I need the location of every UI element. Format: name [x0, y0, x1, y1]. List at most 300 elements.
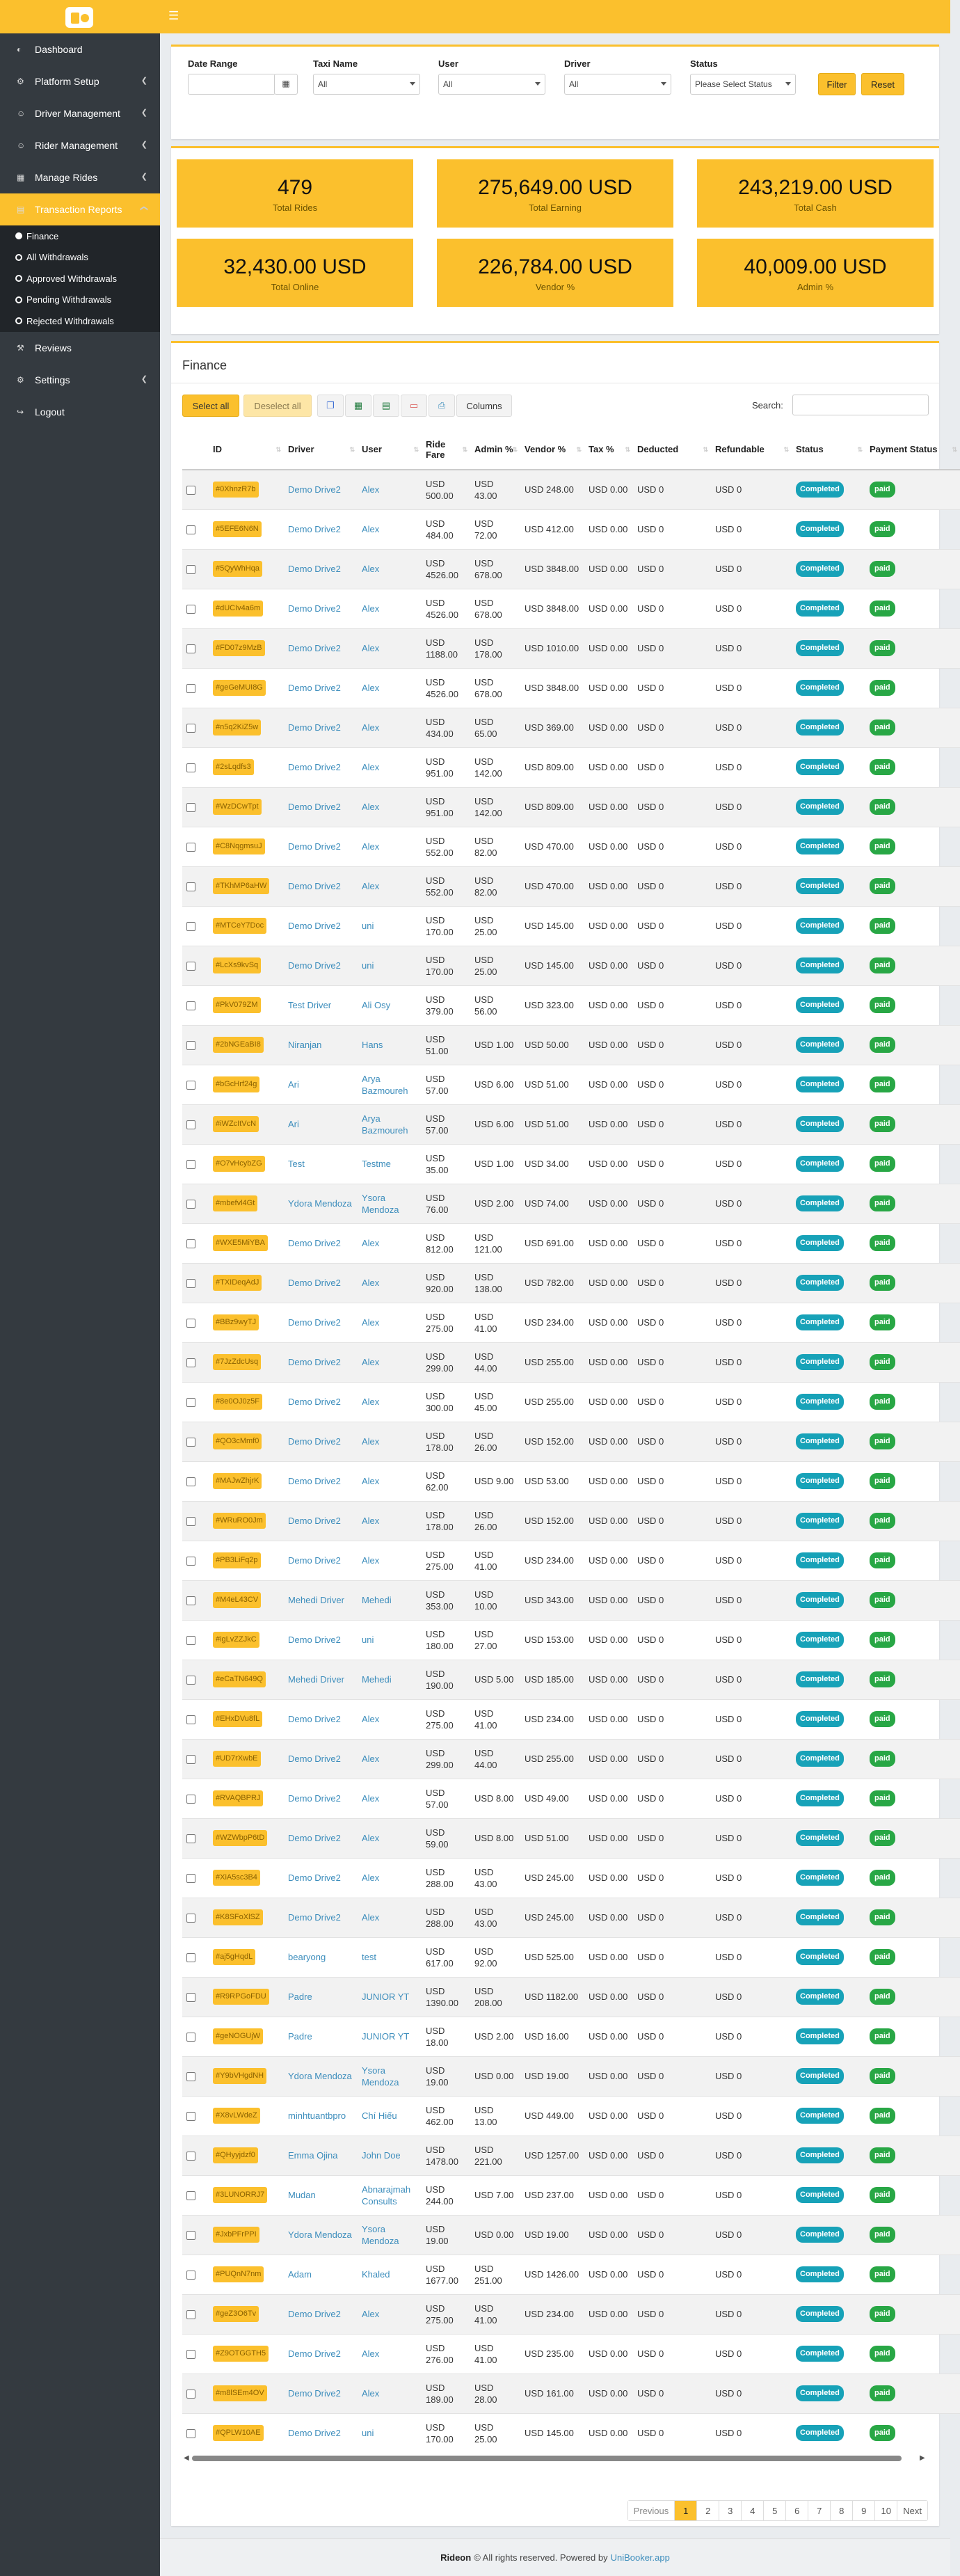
driver-link[interactable]: bearyong: [288, 1952, 326, 1962]
row-checkbox[interactable]: [186, 843, 195, 852]
row-checkbox[interactable]: [186, 2429, 195, 2438]
row-checkbox[interactable]: [186, 1517, 195, 1526]
table-row[interactable]: [182, 2215, 960, 2255]
driver-link[interactable]: Demo Drive2: [288, 1833, 341, 1843]
table-row[interactable]: [182, 946, 960, 985]
user-link[interactable]: Alex: [362, 683, 380, 693]
user-link[interactable]: Alex: [362, 1516, 380, 1526]
table-row[interactable]: [182, 1779, 960, 1818]
table-row[interactable]: [182, 549, 960, 589]
sidebar-subitem-all-withdrawals[interactable]: [0, 247, 160, 269]
sort-icon[interactable]: ⇅: [349, 446, 355, 453]
table-row[interactable]: [182, 1382, 960, 1422]
row-checkbox[interactable]: [186, 2191, 195, 2200]
table-row[interactable]: [182, 1937, 960, 1977]
user-link[interactable]: Alex: [362, 881, 380, 891]
table-row[interactable]: [182, 1263, 960, 1303]
user-link[interactable]: Mehedi: [362, 1595, 392, 1605]
user-link[interactable]: Alex: [362, 1357, 380, 1367]
user-link[interactable]: Alex: [362, 1714, 380, 1724]
ride-id-badge[interactable]: #X8vLWdeZ: [213, 2108, 260, 2124]
ride-id-badge[interactable]: #K8SFoXlSZ: [213, 1909, 263, 1925]
user-link[interactable]: Alex: [362, 1317, 380, 1328]
column-header-ride-fare[interactable]: [422, 429, 470, 470]
table-row[interactable]: [182, 1144, 960, 1184]
table-row[interactable]: [182, 708, 960, 747]
column-header-deducted[interactable]: [633, 429, 711, 470]
table-row[interactable]: [182, 2334, 960, 2374]
page-3-button[interactable]: 3: [719, 2501, 741, 2520]
sort-icon[interactable]: ⇅: [783, 446, 789, 453]
ride-id-badge[interactable]: #dUCIv4a6m: [213, 601, 263, 617]
calendar-icon[interactable]: ▦: [274, 74, 298, 95]
sidebar-item-reviews[interactable]: [0, 332, 160, 364]
driver-link[interactable]: Test Driver: [288, 1000, 332, 1010]
table-row[interactable]: [182, 1461, 960, 1501]
user-link[interactable]: Alex: [362, 1912, 380, 1923]
row-checkbox[interactable]: [186, 1953, 195, 1962]
sidebar-subitem-pending-withdrawals[interactable]: [0, 289, 160, 311]
user-link[interactable]: Hans: [362, 1040, 383, 1050]
reset-button[interactable]: Reset: [861, 73, 904, 95]
ride-id-badge[interactable]: #aj5gHqdL: [213, 1949, 255, 1965]
ride-id-badge[interactable]: #BBz9wyTJ: [213, 1314, 259, 1330]
user-link[interactable]: Alex: [362, 1278, 380, 1288]
sort-icon[interactable]: ⇅: [625, 446, 630, 453]
table-row[interactable]: [182, 628, 960, 668]
page-2-button[interactable]: 2: [696, 2501, 719, 2520]
ride-id-badge[interactable]: #n5q2KiZ5w: [213, 719, 261, 736]
page-10-button[interactable]: 10: [874, 2501, 897, 2520]
row-checkbox[interactable]: [186, 1636, 195, 1645]
sort-icon[interactable]: ⇅: [275, 446, 281, 453]
taxi-name-select[interactable]: All: [313, 74, 420, 95]
table-row[interactable]: [182, 1858, 960, 1898]
ride-id-badge[interactable]: #O7vHcybZG: [213, 1156, 265, 1172]
user-link[interactable]: Alex: [362, 802, 380, 812]
footer-link[interactable]: UniBooker.app: [610, 2552, 670, 2563]
row-checkbox[interactable]: [186, 922, 195, 931]
ride-id-badge[interactable]: #PkV079ZM: [213, 997, 261, 1013]
copy-icon[interactable]: ❐: [317, 395, 344, 417]
driver-link[interactable]: Demo Drive2: [288, 2348, 341, 2359]
row-checkbox[interactable]: [186, 1755, 195, 1764]
table-row[interactable]: [182, 2056, 960, 2096]
filter-button[interactable]: Filter: [818, 73, 856, 95]
row-checkbox[interactable]: [186, 1358, 195, 1367]
column-header-driver[interactable]: [284, 429, 358, 470]
driver-link[interactable]: Demo Drive2: [288, 960, 341, 971]
user-link[interactable]: Khaled: [362, 2269, 390, 2280]
user-link[interactable]: Arya Bazmoureh: [362, 1113, 408, 1136]
table-row[interactable]: [182, 2255, 960, 2294]
date-range-input[interactable]: [188, 74, 275, 95]
row-checkbox[interactable]: [186, 1398, 195, 1407]
sidebar-item-platform-setup[interactable]: [0, 65, 160, 97]
driver-link[interactable]: Mehedi Driver: [288, 1595, 344, 1605]
row-checkbox[interactable]: [186, 2310, 195, 2319]
driver-link[interactable]: Demo Drive2: [288, 683, 341, 693]
driver-link[interactable]: Demo Drive2: [288, 921, 341, 931]
row-checkbox[interactable]: [186, 2152, 195, 2161]
print-icon[interactable]: ⎙: [429, 395, 455, 417]
ride-id-badge[interactable]: #FD07z9MzB: [213, 640, 265, 656]
table-row[interactable]: [182, 787, 960, 827]
user-link[interactable]: Alex: [362, 1238, 380, 1248]
driver-link[interactable]: Demo Drive2: [288, 1278, 341, 1288]
csv-icon[interactable]: ▤: [373, 395, 399, 417]
driver-link[interactable]: Demo Drive2: [288, 841, 341, 852]
sort-icon[interactable]: ⇅: [512, 446, 518, 453]
hamburger-menu-icon[interactable]: ☰: [168, 9, 179, 22]
table-row[interactable]: [182, 1501, 960, 1541]
table-row[interactable]: [182, 1223, 960, 1263]
row-checkbox[interactable]: [186, 1001, 195, 1010]
sidebar-subitem-finance[interactable]: [0, 225, 160, 247]
table-row[interactable]: [182, 1660, 960, 1699]
row-checkbox[interactable]: [186, 1715, 195, 1724]
ride-id-badge[interactable]: #bGcHrf24g: [213, 1076, 259, 1092]
user-link[interactable]: Alex: [362, 762, 380, 772]
driver-link[interactable]: Ari: [288, 1079, 299, 1090]
table-row[interactable]: [182, 589, 960, 628]
row-checkbox[interactable]: [186, 1596, 195, 1605]
row-checkbox[interactable]: [186, 2033, 195, 2042]
table-row[interactable]: [182, 1303, 960, 1342]
pdf-icon[interactable]: ▭: [401, 395, 427, 417]
user-link[interactable]: Alex: [362, 722, 380, 733]
row-checkbox[interactable]: [186, 1993, 195, 2002]
ride-id-badge[interactable]: #Z9OTGGTH5: [213, 2346, 269, 2362]
sidebar-item-rider-management[interactable]: [0, 129, 160, 161]
ride-id-badge[interactable]: #5EFE6N6N: [213, 521, 262, 537]
driver-link[interactable]: Demo Drive2: [288, 1873, 341, 1883]
row-checkbox[interactable]: [186, 2072, 195, 2081]
driver-select[interactable]: All: [564, 74, 671, 95]
user-link[interactable]: Alex: [362, 2388, 380, 2399]
user-link[interactable]: uni: [362, 960, 374, 971]
column-header-admin[interactable]: [470, 429, 520, 470]
row-checkbox[interactable]: [186, 1239, 195, 1248]
row-checkbox[interactable]: [186, 605, 195, 614]
sort-icon[interactable]: ⇅: [462, 446, 467, 453]
table-row[interactable]: [182, 1065, 960, 1104]
table-row[interactable]: [182, 906, 960, 946]
sidebar-subitem-approved-withdrawals[interactable]: [0, 268, 160, 289]
ride-id-badge[interactable]: #mbefvl4Gt: [213, 1195, 257, 1211]
table-row[interactable]: [182, 2096, 960, 2136]
page-6-button[interactable]: 6: [785, 2501, 808, 2520]
user-link[interactable]: Alex: [362, 841, 380, 852]
table-row[interactable]: [182, 985, 960, 1025]
driver-link[interactable]: Ydora Mendoza: [288, 2229, 352, 2240]
column-header-status[interactable]: [792, 429, 865, 470]
driver-link[interactable]: Demo Drive2: [288, 524, 341, 534]
row-checkbox[interactable]: [186, 1279, 195, 1288]
table-row[interactable]: [182, 2017, 960, 2056]
user-link[interactable]: Testme: [362, 1159, 391, 1169]
column-header-user[interactable]: [358, 429, 422, 470]
sort-icon[interactable]: ⇅: [703, 446, 708, 453]
user-link[interactable]: Alex: [362, 603, 380, 614]
user-link[interactable]: Alex: [362, 643, 380, 653]
driver-link[interactable]: Mudan: [288, 2190, 316, 2200]
table-row[interactable]: [182, 1739, 960, 1779]
user-link[interactable]: test: [362, 1952, 376, 1962]
driver-link[interactable]: Padre: [288, 1991, 312, 2002]
status-select[interactable]: Please Select Status: [690, 74, 796, 95]
ride-id-badge[interactable]: #QO3cMmf0: [213, 1433, 262, 1449]
ride-id-badge[interactable]: #2sLqdfs3: [213, 759, 254, 775]
ride-id-badge[interactable]: #iWZcItVcN: [213, 1116, 259, 1132]
row-checkbox[interactable]: [186, 1477, 195, 1486]
driver-link[interactable]: Demo Drive2: [288, 564, 341, 574]
ride-id-badge[interactable]: #PUQnN7nm: [213, 2266, 264, 2282]
driver-link[interactable]: Demo Drive2: [288, 762, 341, 772]
row-checkbox[interactable]: [186, 763, 195, 772]
row-checkbox[interactable]: [186, 2271, 195, 2280]
row-checkbox[interactable]: [186, 2390, 195, 2399]
row-checkbox[interactable]: [186, 1319, 195, 1328]
page-9-button[interactable]: 9: [852, 2501, 874, 2520]
user-link[interactable]: John Doe: [362, 2150, 401, 2161]
columns-button[interactable]: Columns: [456, 395, 512, 417]
user-link[interactable]: JUNIOR YT: [362, 1991, 410, 2002]
user-link[interactable]: Alex: [362, 1436, 380, 1447]
ride-id-badge[interactable]: #WZWbpP6tD: [213, 1830, 267, 1846]
row-checkbox[interactable]: [186, 2112, 195, 2121]
user-link[interactable]: Alex: [362, 484, 380, 495]
driver-link[interactable]: minhtuantbpro: [288, 2110, 346, 2121]
table-row[interactable]: [182, 866, 960, 906]
table-row[interactable]: [182, 1342, 960, 1382]
driver-link[interactable]: Demo Drive2: [288, 802, 341, 812]
table-row[interactable]: [182, 1422, 960, 1461]
excel-icon[interactable]: ▦: [345, 395, 371, 417]
ride-id-badge[interactable]: #QPLW10AE: [213, 2425, 264, 2441]
table-row[interactable]: [182, 470, 960, 509]
user-select[interactable]: All: [438, 74, 545, 95]
ride-id-badge[interactable]: #EHxDVu8fL: [213, 1711, 262, 1727]
ride-id-badge[interactable]: #JxbPFrPPI: [213, 2227, 259, 2243]
column-header-refundable[interactable]: [711, 429, 792, 470]
row-checkbox[interactable]: [186, 565, 195, 574]
table-row[interactable]: [182, 1818, 960, 1858]
user-link[interactable]: Alex: [362, 564, 380, 574]
driver-link[interactable]: Demo Drive2: [288, 881, 341, 891]
column-header-payment-status[interactable]: [865, 429, 960, 470]
driver-link[interactable]: Demo Drive2: [288, 1238, 341, 1248]
user-link[interactable]: Arya Bazmoureh: [362, 1073, 408, 1096]
user-link[interactable]: Alex: [362, 2309, 380, 2319]
ride-id-badge[interactable]: #TKhMP6aHW: [213, 878, 269, 894]
user-link[interactable]: Ysora Mendoza: [362, 2223, 399, 2246]
table-row[interactable]: [182, 2175, 960, 2215]
brand-logo[interactable]: [60, 4, 99, 31]
table-row[interactable]: [182, 827, 960, 866]
sidebar-item-logout[interactable]: [0, 396, 160, 428]
ride-id-badge[interactable]: #geGeMUI8G: [213, 680, 266, 696]
driver-link[interactable]: Mehedi Driver: [288, 1674, 344, 1685]
driver-link[interactable]: Demo Drive2: [288, 2309, 341, 2319]
user-link[interactable]: Alex: [362, 1793, 380, 1804]
sidebar-item-driver-management[interactable]: [0, 97, 160, 129]
ride-id-badge[interactable]: #WzDCwTpt: [213, 799, 262, 815]
select-all-button[interactable]: Select all: [182, 395, 239, 417]
row-checkbox[interactable]: [186, 1874, 195, 1883]
ride-id-badge[interactable]: #geZ3O6Tv: [213, 2306, 259, 2322]
user-link[interactable]: uni: [362, 1635, 374, 1645]
select-column-header[interactable]: [182, 429, 209, 470]
page-5-button[interactable]: 5: [763, 2501, 785, 2520]
sidebar-subitem-rejected-withdrawals[interactable]: [0, 310, 160, 332]
table-row[interactable]: [182, 2374, 960, 2413]
search-input[interactable]: [792, 395, 929, 415]
column-header-id[interactable]: [209, 429, 284, 470]
ride-id-badge[interactable]: #7JzZdcUsq: [213, 1354, 261, 1370]
table-row[interactable]: [182, 2136, 960, 2175]
row-checkbox[interactable]: [186, 724, 195, 733]
user-link[interactable]: uni: [362, 921, 374, 931]
driver-link[interactable]: Niranjan: [288, 1040, 322, 1050]
table-row[interactable]: [182, 1977, 960, 2017]
row-checkbox[interactable]: [186, 684, 195, 693]
table-row[interactable]: [182, 1025, 960, 1065]
row-checkbox[interactable]: [186, 1041, 195, 1050]
ride-id-badge[interactable]: #Y9bVHgdNH: [213, 2068, 266, 2084]
sort-icon[interactable]: ⇅: [413, 446, 419, 453]
row-checkbox[interactable]: [186, 1200, 195, 1209]
row-checkbox[interactable]: [186, 1120, 195, 1129]
driver-link[interactable]: Test: [288, 1159, 305, 1169]
driver-link[interactable]: Demo Drive2: [288, 1317, 341, 1328]
sidebar-item-dashboard[interactable]: [0, 33, 160, 65]
page-1-button[interactable]: 1: [674, 2501, 696, 2520]
user-link[interactable]: Ysora Mendoza: [362, 1192, 399, 1215]
user-link[interactable]: Alex: [362, 1754, 380, 1764]
page-previous-button[interactable]: Previous: [628, 2501, 675, 2520]
driver-link[interactable]: Demo Drive2: [288, 722, 341, 733]
driver-link[interactable]: Demo Drive2: [288, 603, 341, 614]
user-link[interactable]: Abnarajmah Consults: [362, 2184, 411, 2207]
user-link[interactable]: Alex: [362, 1833, 380, 1843]
user-link[interactable]: Ali Osy: [362, 1000, 391, 1010]
ride-id-badge[interactable]: #WXE5MiYBA: [213, 1235, 268, 1251]
driver-link[interactable]: Demo Drive2: [288, 1397, 341, 1407]
ride-id-badge[interactable]: #m8lSEm4OV: [213, 2385, 267, 2401]
table-row[interactable]: [182, 1104, 960, 1144]
horizontal-scrollbar[interactable]: [192, 2456, 902, 2461]
user-link[interactable]: Alex: [362, 1555, 380, 1566]
driver-link[interactable]: Demo Drive2: [288, 2428, 341, 2439]
driver-link[interactable]: Demo Drive2: [288, 1516, 341, 1526]
sort-icon[interactable]: ⇅: [857, 446, 863, 453]
driver-link[interactable]: Demo Drive2: [288, 1754, 341, 1764]
driver-link[interactable]: Demo Drive2: [288, 2388, 341, 2399]
user-link[interactable]: Alex: [362, 2348, 380, 2359]
ride-id-badge[interactable]: #QHyyjdzf0: [213, 2147, 258, 2163]
driver-link[interactable]: Adam: [288, 2269, 312, 2280]
driver-link[interactable]: Demo Drive2: [288, 1714, 341, 1724]
ride-id-badge[interactable]: #2bNGEaBI8: [213, 1037, 264, 1053]
row-checkbox[interactable]: [186, 1081, 195, 1090]
column-header-tax[interactable]: [584, 429, 633, 470]
page-8-button[interactable]: 8: [830, 2501, 852, 2520]
driver-link[interactable]: Demo Drive2: [288, 484, 341, 495]
user-link[interactable]: Alex: [362, 1397, 380, 1407]
driver-link[interactable]: Demo Drive2: [288, 1793, 341, 1804]
sidebar-item-transaction-reports[interactable]: [0, 193, 160, 225]
user-link[interactable]: Ysora Mendoza: [362, 2065, 399, 2088]
table-row[interactable]: [182, 1184, 960, 1223]
row-checkbox[interactable]: [186, 962, 195, 971]
row-checkbox[interactable]: [186, 644, 195, 653]
table-row[interactable]: [182, 747, 960, 787]
table-row[interactable]: [182, 2413, 960, 2453]
driver-link[interactable]: Demo Drive2: [288, 1635, 341, 1645]
sidebar-item-settings[interactable]: [0, 364, 160, 396]
driver-link[interactable]: Demo Drive2: [288, 1555, 341, 1566]
page-next-button[interactable]: Next: [897, 2501, 927, 2520]
row-checkbox[interactable]: [186, 486, 195, 495]
driver-link[interactable]: Ydora Mendoza: [288, 1198, 352, 1209]
user-link[interactable]: Chí Hiếu: [362, 2110, 397, 2121]
deselect-all-button[interactable]: Deselect all: [243, 395, 312, 417]
ride-id-badge[interactable]: #5QyWhHqa: [213, 561, 262, 577]
table-row[interactable]: [182, 1699, 960, 1739]
row-checkbox[interactable]: [186, 1834, 195, 1843]
driver-link[interactable]: Demo Drive2: [288, 1912, 341, 1923]
ride-id-badge[interactable]: #RVAQBPRJ: [213, 1790, 263, 1806]
row-checkbox[interactable]: [186, 1438, 195, 1447]
ride-id-badge[interactable]: #PB3LiFq2p: [213, 1552, 261, 1568]
table-row[interactable]: [182, 1898, 960, 1937]
user-link[interactable]: Alex: [362, 1476, 380, 1486]
ride-id-badge[interactable]: #igLvZZJkC: [213, 1632, 259, 1648]
row-checkbox[interactable]: [186, 1557, 195, 1566]
driver-link[interactable]: Demo Drive2: [288, 1436, 341, 1447]
row-checkbox[interactable]: [186, 1676, 195, 1685]
ride-id-badge[interactable]: #UD7rXwbE: [213, 1751, 261, 1767]
ride-id-badge[interactable]: #8e0OJ0z5F: [213, 1394, 262, 1410]
page-7-button[interactable]: 7: [808, 2501, 830, 2520]
table-row[interactable]: [182, 1620, 960, 1660]
ride-id-badge[interactable]: #LcXs9kvSq: [213, 957, 261, 973]
user-link[interactable]: Alex: [362, 1873, 380, 1883]
driver-link[interactable]: Demo Drive2: [288, 1476, 341, 1486]
table-row[interactable]: [182, 2294, 960, 2334]
table-row[interactable]: [182, 1541, 960, 1580]
ride-id-badge[interactable]: #R9RPGoFDU: [213, 1989, 269, 2005]
row-checkbox[interactable]: [186, 803, 195, 812]
driver-link[interactable]: Ari: [288, 1119, 299, 1129]
scroll-right-arrow[interactable]: ▶: [920, 2454, 925, 2462]
scroll-left-arrow[interactable]: ◀: [184, 2454, 189, 2462]
ride-id-badge[interactable]: #0XhnzR7b: [213, 482, 259, 498]
page-4-button[interactable]: 4: [741, 2501, 763, 2520]
ride-id-badge[interactable]: #XiA5sc3B4: [213, 1870, 260, 1886]
ride-id-badge[interactable]: #eCaTN649Q: [213, 1671, 266, 1687]
driver-link[interactable]: Ydora Mendoza: [288, 2071, 352, 2081]
row-checkbox[interactable]: [186, 1914, 195, 1923]
row-checkbox[interactable]: [186, 2231, 195, 2240]
driver-link[interactable]: Padre: [288, 2031, 312, 2042]
ride-id-badge[interactable]: #MAJwZhjrK: [213, 1473, 262, 1489]
table-row[interactable]: [182, 668, 960, 708]
sidebar-item-manage-rides[interactable]: [0, 161, 160, 193]
ride-id-badge[interactable]: #TXIDeqAdJ: [213, 1275, 262, 1291]
user-link[interactable]: uni: [362, 2428, 374, 2439]
